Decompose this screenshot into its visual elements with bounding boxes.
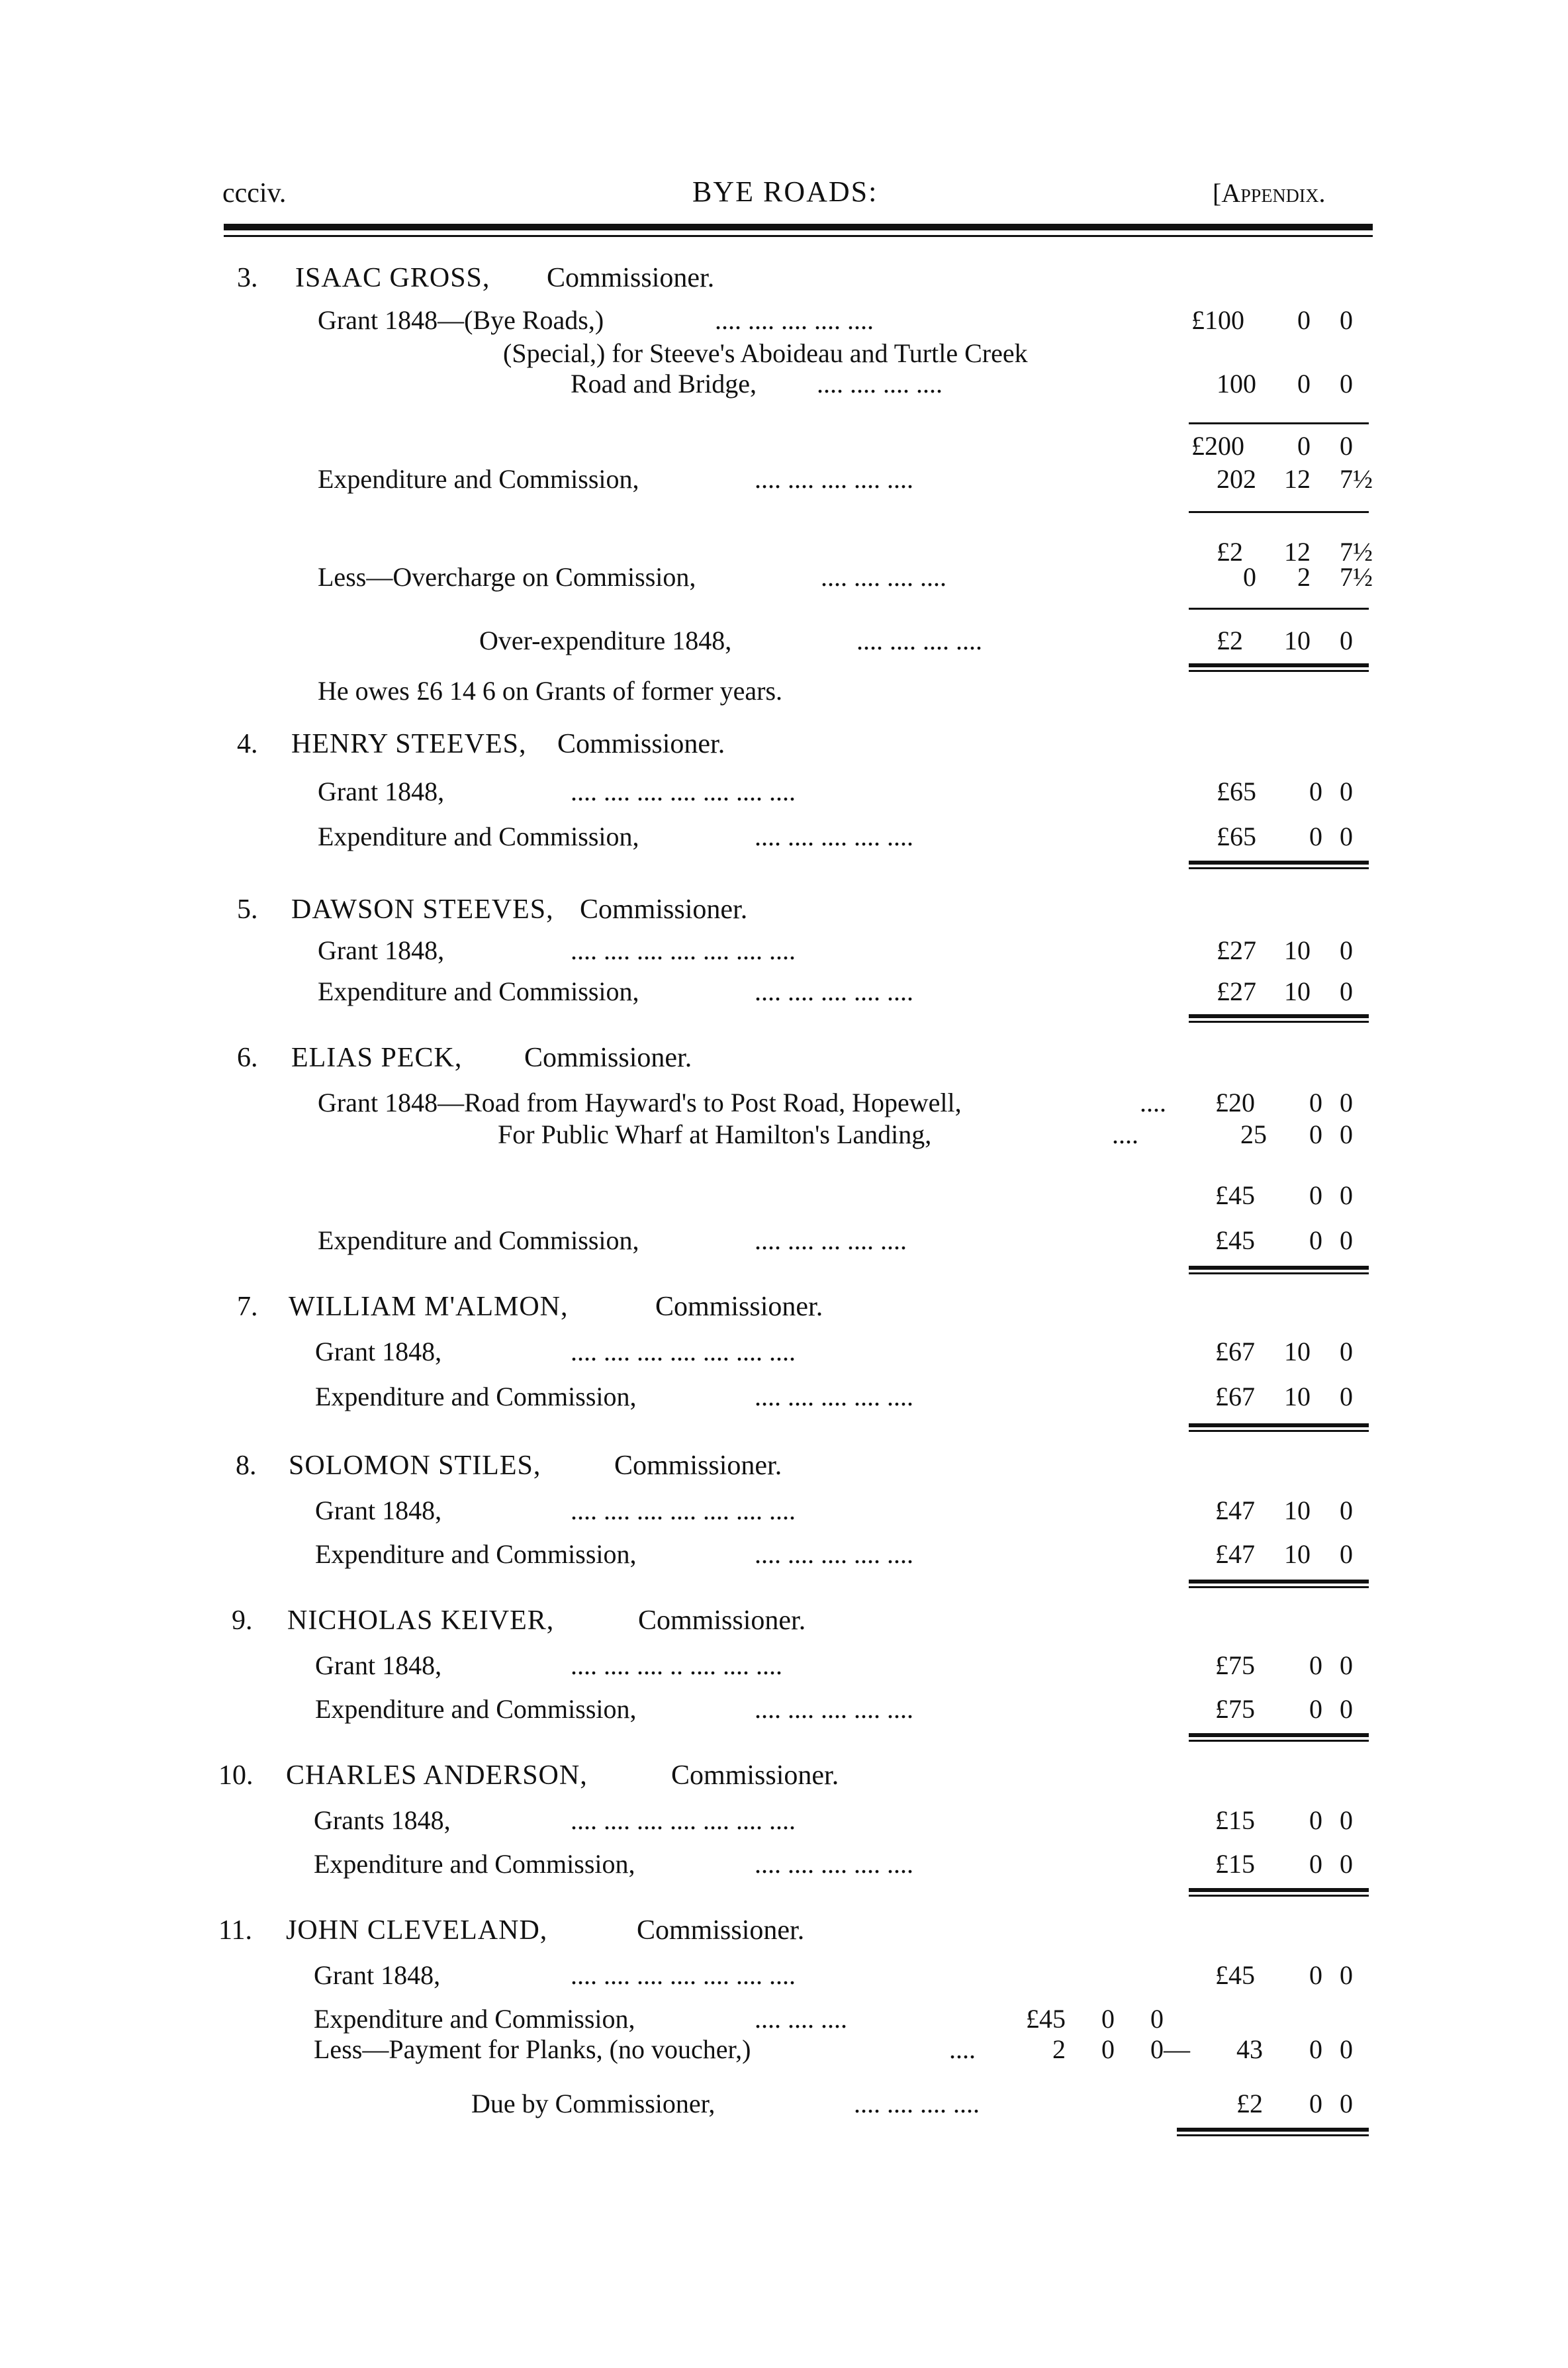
amount-pence: 0 [1340, 935, 1353, 965]
entry-number: 4. [237, 729, 258, 759]
total-pence: 0 [1340, 431, 1353, 461]
amount-pounds: £27 [1217, 935, 1256, 965]
leader-dots: .... .... .... .... [854, 2089, 980, 2118]
entry-number: 6. [237, 1043, 258, 1073]
amount-pounds: £75 [1215, 1650, 1255, 1680]
owes-note: He owes £6 14 6 on Grants of former years. [318, 676, 783, 706]
amount-pounds: £65 [1217, 777, 1256, 806]
double-rule-thin [1177, 2134, 1369, 2136]
amount-pence: 0 [1340, 1650, 1353, 1680]
double-rule-thick [1189, 861, 1369, 865]
entry-number: 7. [237, 1292, 258, 1322]
less-overcharge-label: Less—Overcharge on Commission, [318, 562, 696, 592]
entry-number: 5. [237, 894, 258, 925]
leader-dots: .... .... .... .... .... .... .... [571, 1337, 796, 1366]
amount-shillings: 0 [1309, 1805, 1322, 1835]
leader-dots: .... .... .... .... .... .... .... [571, 935, 796, 965]
amount-shillings: 0 [1309, 2089, 1322, 2118]
commissioner-name: ISAAC GROSS, [295, 263, 490, 293]
amount-shillings: 12 [1284, 464, 1311, 494]
leader-dots: .... .... .... .... [856, 626, 982, 655]
amount-pounds: £20 [1215, 1088, 1255, 1117]
leader-dots: .... .... .... .... .... [755, 464, 913, 494]
expenditure-label: Expenditure and Commission, [314, 1849, 635, 1879]
leader-dots: .... [949, 2034, 976, 2064]
commissioner-role: Commissioner. [580, 894, 748, 925]
grant-label: Grant 1848, [315, 1650, 442, 1680]
header-rule-thick [224, 224, 1373, 230]
amount-shillings: 0 [1309, 2034, 1322, 2064]
amount-pence: 0 [1340, 1337, 1353, 1366]
leader-dots: .... .... .... .... .... [755, 822, 913, 851]
amount-pence: 0 [1340, 1694, 1353, 1724]
amount-pence: 0 [1340, 1805, 1353, 1835]
balance-pounds: £2 [1217, 537, 1243, 567]
leader-dots: .... .... .... .... .... .... .... [571, 1960, 796, 1990]
amount-pence: 0 [1340, 1088, 1353, 1117]
amount-shillings: 10 [1284, 1495, 1311, 1525]
expenditure-label: Expenditure and Commission, [315, 1694, 637, 1724]
leader-dots: .... .... .... .... .... .... .... [571, 777, 796, 806]
double-rule-thin [1189, 1430, 1369, 1432]
double-rule-thick [1189, 1888, 1369, 1892]
sum-rule [1189, 422, 1369, 424]
grant-label: Grant 1848, [315, 1337, 442, 1366]
leader-dots: .... .... .... .... .... [755, 1694, 913, 1724]
grant-line-road: Road and Bridge, [571, 369, 757, 399]
commissioner-role: Commissioner. [547, 263, 715, 293]
amount-shillings: 10 [1284, 626, 1311, 655]
double-rule-thick [1189, 1266, 1369, 1270]
double-rule-thin [1189, 1272, 1369, 1274]
amount-pence: 0 [1340, 2089, 1353, 2118]
leader-dots: .... .... .... .... .... [755, 1539, 913, 1569]
amount-pounds: 43 [1236, 2034, 1263, 2064]
leader-dots: .... .... .... .... [817, 369, 943, 399]
grant-label: Grant 1848, [314, 1960, 441, 1990]
grant-label: Grants 1848, [314, 1805, 451, 1835]
amount-pence: 0 [1340, 1495, 1353, 1525]
entry-number: 9. [232, 1605, 253, 1636]
total-pounds: £200 [1191, 431, 1244, 461]
expenditure-label: Expenditure and Commission, [318, 822, 639, 851]
grant-line: Grant 1848—Road from Hayward's to Post Road, Hopewell, [318, 1088, 962, 1117]
expenditure-label: Expenditure and Commission, [318, 1225, 639, 1255]
sum-rule [1189, 608, 1369, 610]
amount-pounds: £47 [1215, 1495, 1255, 1525]
amount-pence: 0 [1340, 1849, 1353, 1879]
amount-pounds: 25 [1240, 1119, 1267, 1149]
entry-number: 11. [218, 1915, 252, 1946]
running-title: BYE ROADS: [692, 175, 878, 208]
amount-pence: 0 [1340, 1382, 1353, 1411]
double-rule-thin [1189, 670, 1369, 672]
amount-pence: 0 [1340, 369, 1353, 399]
commissioner-role: Commissioner. [637, 1915, 805, 1946]
amount-pence: 7½ [1340, 464, 1373, 494]
commissioner-name: HENRY STEEVES, [291, 729, 527, 759]
commissioner-name: JOHN CLEVELAND, [286, 1915, 548, 1946]
amount-pence: 0 [1340, 305, 1353, 335]
over-expenditure-label: Over-expenditure 1848, [479, 626, 732, 655]
amount-pence: 0 [1340, 976, 1353, 1006]
amount-pounds: 100 [1217, 369, 1256, 399]
commissioner-role: Commissioner. [671, 1760, 839, 1791]
inner-amount-pounds: £45 [1026, 2004, 1066, 2034]
leader-dots: .... [1140, 1088, 1166, 1117]
amount-shillings: 0 [1309, 1960, 1322, 1990]
inner-amount-pence: 0— [1150, 2034, 1190, 2064]
grant-line-special: (Special,) for Steeve's Aboideau and Turtle Creek [503, 338, 1028, 368]
amount-pounds: £45 [1215, 1960, 1255, 1990]
amount-pounds: £65 [1217, 822, 1256, 851]
total-pounds: £45 [1215, 1180, 1255, 1210]
amount-pounds: £75 [1215, 1694, 1255, 1724]
entry-number: 3. [237, 263, 258, 293]
inner-amount-shillings: 0 [1101, 2004, 1115, 2034]
double-rule-thin [1189, 867, 1369, 869]
double-rule-thick [1189, 1733, 1369, 1737]
leader-dots: .... .... ... .... .... [755, 1225, 907, 1255]
double-rule-thick [1177, 2128, 1369, 2132]
amount-pounds: £2 [1236, 2089, 1263, 2118]
leader-dots: .... .... .... .. .... .... .... [571, 1650, 782, 1680]
commissioner-role: Commissioner. [655, 1292, 823, 1322]
amount-shillings: 10 [1284, 935, 1311, 965]
amount-shillings: 0 [1309, 822, 1322, 851]
inner-amount-shillings: 0 [1101, 2034, 1115, 2064]
grant-line-wharf: For Public Wharf at Hamilton's Landing, [498, 1119, 932, 1149]
grant-label: Grant 1848, [318, 777, 445, 806]
amount-pence: 0 [1340, 1225, 1353, 1255]
amount-pence: 0 [1340, 2034, 1353, 2064]
commissioner-name: WILLIAM M'ALMON, [289, 1292, 569, 1322]
expenditure-label: Expenditure and Commission, [318, 976, 639, 1006]
amount-pence: 7½ [1340, 562, 1373, 592]
leader-dots: .... .... .... .... .... .... .... [571, 1495, 796, 1525]
leader-dots: .... .... .... .... .... [755, 1382, 913, 1411]
expenditure-label: Expenditure and Commission, [315, 1382, 637, 1411]
amount-pence: 0 [1340, 1539, 1353, 1569]
amount-pounds: £15 [1215, 1849, 1255, 1879]
double-rule-thick [1189, 1580, 1369, 1584]
amount-pounds: 0 [1243, 562, 1256, 592]
double-rule-thick [1189, 663, 1369, 667]
double-rule-thick [1189, 1423, 1369, 1427]
less-payment-label: Less—Payment for Planks, (no voucher,) [314, 2034, 751, 2064]
amount-pounds: £2 [1217, 626, 1243, 655]
grant-label: Grant 1848, [315, 1495, 442, 1525]
amount-shillings: 0 [1309, 1088, 1322, 1117]
expenditure-label: Expenditure and Commission, [314, 2004, 635, 2034]
grant-label: Grant 1848, [318, 935, 445, 965]
total-shillings: 0 [1309, 1180, 1322, 1210]
entry-number: 8. [236, 1450, 257, 1481]
amount-shillings: 2 [1297, 562, 1311, 592]
amount-pounds: £67 [1215, 1382, 1255, 1411]
double-rule-thin [1189, 1021, 1369, 1023]
total-shillings: 0 [1297, 431, 1311, 461]
amount-shillings: 0 [1297, 369, 1311, 399]
amount-shillings: 10 [1284, 1539, 1311, 1569]
commissioner-name: NICHOLAS KEIVER, [287, 1605, 555, 1636]
amount-pounds: £27 [1217, 976, 1256, 1006]
commissioner-name: ELIAS PECK, [291, 1043, 463, 1073]
amount-shillings: 0 [1309, 1650, 1322, 1680]
leader-dots: .... .... .... .... [821, 562, 946, 592]
amount-pounds: £45 [1215, 1225, 1255, 1255]
commissioner-role: Commissioner. [524, 1043, 692, 1073]
balance-shillings: 12 [1284, 537, 1311, 567]
commissioner-name: CHARLES ANDERSON, [286, 1760, 588, 1791]
amount-pounds: £67 [1215, 1337, 1255, 1366]
expenditure-label: Expenditure and Commission, [315, 1539, 637, 1569]
amount-pence: 0 [1340, 1960, 1353, 1990]
commissioner-role: Commissioner. [638, 1605, 806, 1636]
grant-line: Grant 1848—(Bye Roads,) [318, 305, 604, 335]
double-rule-thin [1189, 1895, 1369, 1897]
leader-dots: .... .... .... .... .... [755, 1849, 913, 1879]
commissioner-name: SOLOMON STILES, [289, 1450, 541, 1481]
amount-pence: 0 [1340, 777, 1353, 806]
leader-dots: .... .... .... .... .... [715, 305, 874, 335]
amount-shillings: 0 [1309, 1694, 1322, 1724]
commissioner-role: Commissioner. [557, 729, 725, 759]
inner-amount-pounds: 2 [1052, 2034, 1066, 2064]
amount-shillings: 10 [1284, 1337, 1311, 1366]
inner-amount-pence: 0 [1150, 2004, 1164, 2034]
header-rule-thin [224, 235, 1373, 237]
double-rule-thin [1189, 1586, 1369, 1588]
amount-pence: 0 [1340, 626, 1353, 655]
amount-shillings: 10 [1284, 1382, 1311, 1411]
commissioner-role: Commissioner. [614, 1450, 782, 1481]
amount-shillings: 0 [1309, 1119, 1322, 1149]
commissioner-name: DAWSON STEEVES, [291, 894, 554, 925]
leader-dots: .... .... .... .... .... .... .... [571, 1805, 796, 1835]
leader-dots: .... .... .... [755, 2004, 847, 2034]
double-rule-thick [1189, 1014, 1369, 1018]
page-number: ccciv. [222, 178, 287, 209]
amount-pence: 0 [1340, 822, 1353, 851]
amount-shillings: 0 [1309, 777, 1322, 806]
leader-dots: .... .... .... .... .... [755, 976, 913, 1006]
total-pence: 0 [1340, 1180, 1353, 1210]
amount-pounds: £47 [1215, 1539, 1255, 1569]
amount-shillings: 10 [1284, 976, 1311, 1006]
due-label: Due by Commissioner, [471, 2089, 715, 2118]
appendix-label: [Appendix. [1213, 178, 1326, 208]
amount-pounds: £100 [1191, 305, 1244, 335]
double-rule-thin [1189, 1740, 1369, 1742]
amount-shillings: 0 [1309, 1849, 1322, 1879]
balance-pence: 7½ [1340, 537, 1373, 567]
amount-pounds: 202 [1217, 464, 1256, 494]
sum-rule [1189, 511, 1369, 513]
amount-pounds: £15 [1215, 1805, 1255, 1835]
entry-number: 10. [218, 1760, 254, 1791]
amount-shillings: 0 [1309, 1225, 1322, 1255]
expenditure-label: Expenditure and Commission, [318, 464, 639, 494]
leader-dots: .... [1112, 1119, 1138, 1149]
amount-shillings: 0 [1297, 305, 1311, 335]
amount-pence: 0 [1340, 1119, 1353, 1149]
